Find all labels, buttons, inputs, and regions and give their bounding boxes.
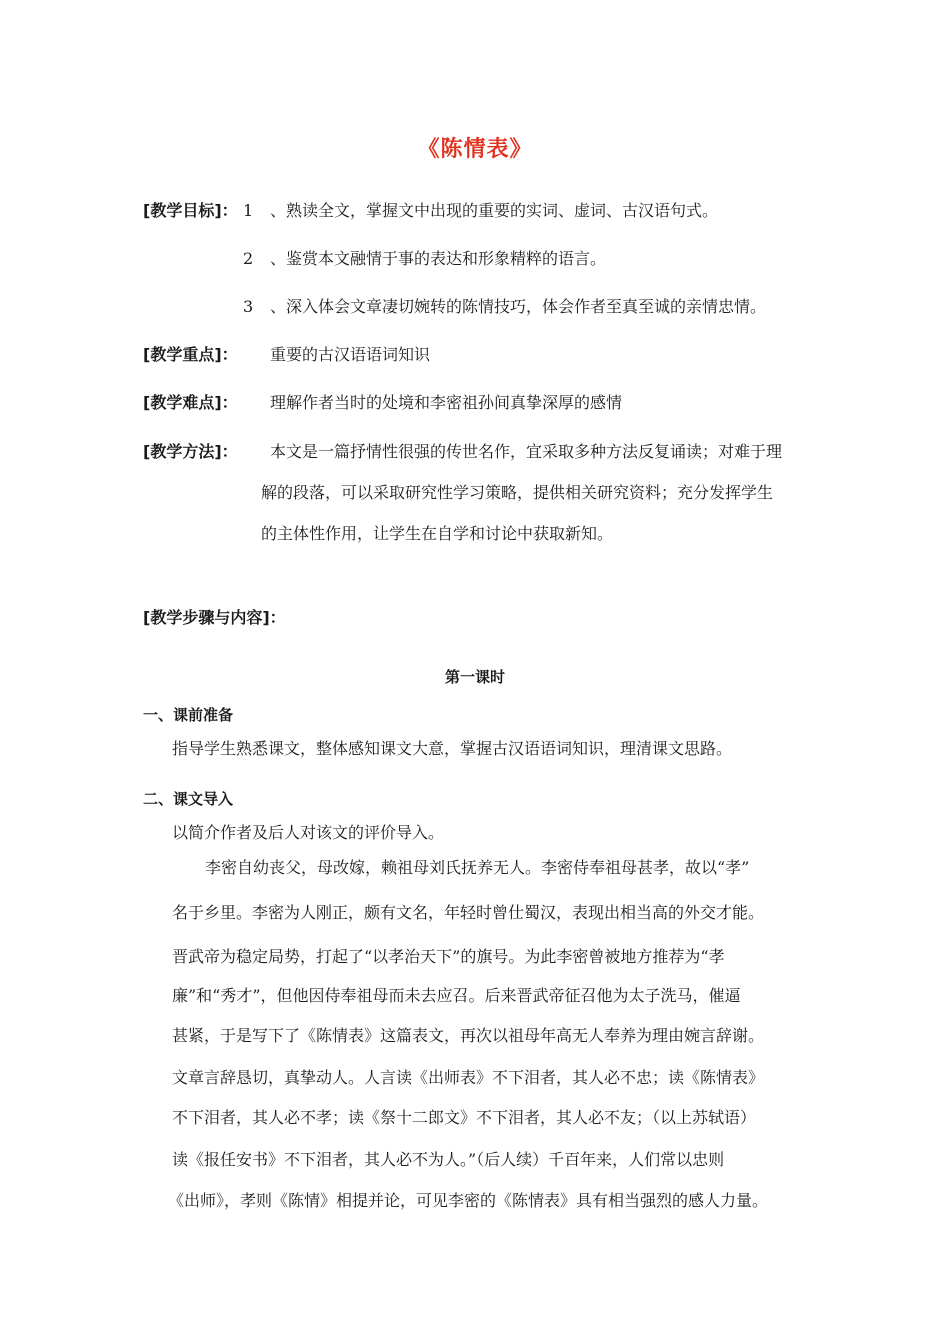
objective-num-2: 2 [243,249,254,268]
section2-para-line: 《出师》，孝则《陈情》相提并论，可见李密的《陈情表》具有相当强烈的感人力量。 [168,1191,769,1210]
key-points-text: 重要的古汉语语词知识 [270,345,431,364]
difficulties-text: 理解作者当时的处境和李密祖孙间真挚深厚的感情 [270,393,623,412]
section2-intro: 以简介作者及后人对该文的评价导入。 [172,823,445,842]
objective-text-2: 、鉴赏本文融情于事的表达和形象精粹的语言。 [270,249,607,268]
objective-text-1: 、熟读全文，掌握文中出现的重要的实词、虚词、古汉语句式。 [270,201,719,220]
section2-para-line: 文章言辞恳切，真挚动人。人言读《出师表》不下泪者，其人必不忠；读《陈情表》 [172,1068,765,1087]
section2-para-line: 名于乡里。李密为人刚正，颇有文名，年轻时曾仕蜀汉，表现出相当高的外交才能。 [172,903,765,922]
lesson-title: 第一课时 [444,668,505,686]
key-points-label: [教学重点]： [143,345,238,364]
methods-line-2: 解的段落，可以采取研究性学习策略，提供相关研究资料；充分发挥学生 [261,483,774,502]
document-title: 《陈情表》 [417,137,533,162]
section2-para-line: 李密自幼丧父，母改嫁，赖祖母刘氏抚养无人。李密侍奉祖母甚孝，故以“孝” [205,858,750,877]
difficulties-label: [教学难点]： [143,393,238,412]
methods-line-1: 本文是一篇抒情性很强的传世名作，宜采取多种方法反复诵读；对难于理 [270,442,783,461]
steps-label: [教学步骤与内容]： [143,608,286,627]
section2-heading: 二、课文导入 [143,790,234,808]
section2-para-line: 廉”和“秀才”，但他因侍奉祖母而未去应召。后来晋武帝征召他为太子洗马，催逼 [172,986,741,1005]
section1-heading: 一、课前准备 [143,706,234,724]
methods-line-3: 的主体性作用，让学生在自学和讨论中获取新知。 [261,524,614,543]
section2-para-line: 甚紧，于是写下了《陈情表》这篇表文，再次以祖母年高无人奉养为理由婉言辞谢。 [172,1026,765,1045]
methods-label: [教学方法]： [143,442,238,461]
section2-para-line: 不下泪者，其人必不孝；读《祭十二郎文》不下泪者，其人必不友；（以上苏轼语） [172,1108,757,1127]
objective-text-3: 、深入体会文章凄切婉转的陈情技巧，体会作者至真至诚的亲情忠情。 [270,297,767,316]
section2-para-line: 读《报任安书》不下泪者，其人必不为人。”（后人续）千百年来，人们常以忠则 [172,1150,725,1169]
objectives-label: [教学目标]： [143,201,238,220]
section2-para-line: 晋武帝为稳定局势，打起了“以孝治天下”的旗号。为此李密曾被地方推荐为“孝 [172,947,725,966]
objective-num-3: 3 [243,297,254,316]
objective-num-1: 1 [243,201,254,220]
section1-text: 指导学生熟悉课文，整体感知课文大意，掌握古汉语语词知识，理清课文思路。 [172,739,733,758]
